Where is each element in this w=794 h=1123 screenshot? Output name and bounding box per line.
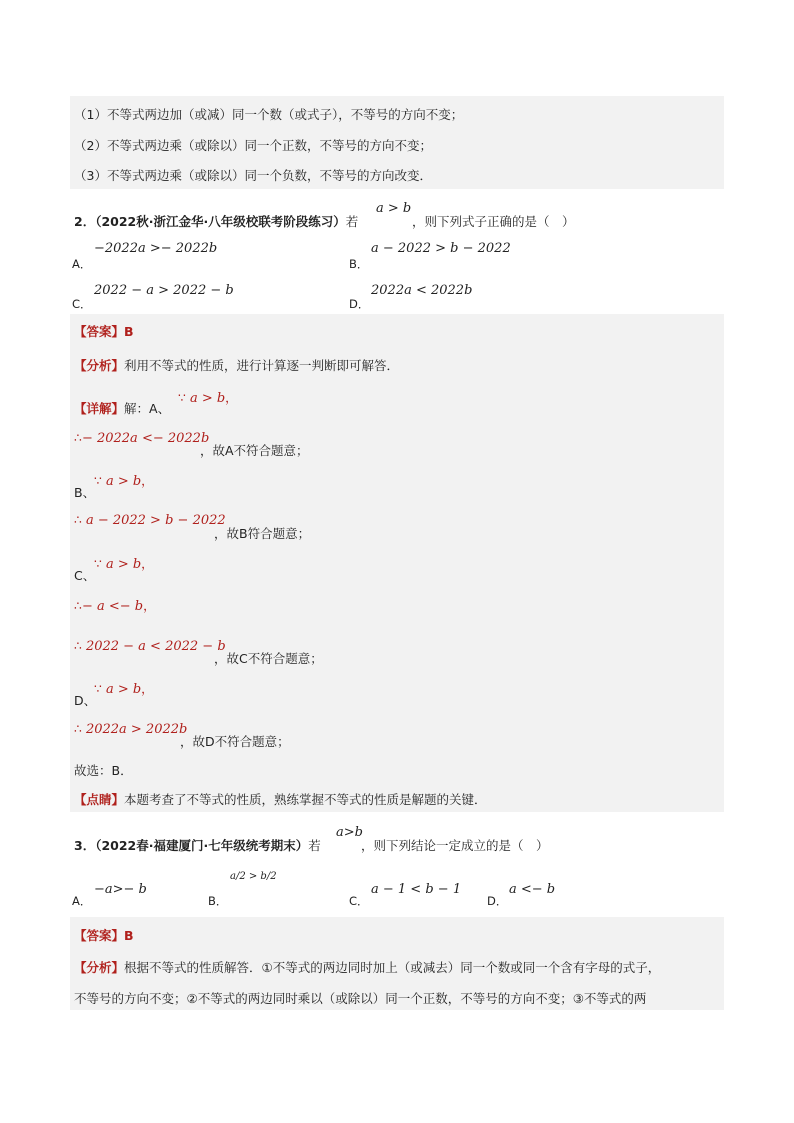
q2-step-a: − 2022a <− 2022b <box>81 431 210 446</box>
because-symbol: ∵ <box>94 556 102 571</box>
q3-option-c-letter: C． <box>349 894 369 908</box>
q2-comment-tag: 【点睛】 <box>74 792 125 807</box>
q2-comment-line <box>74 790 487 808</box>
comma: ， <box>141 556 154 571</box>
q3-answer-line <box>74 926 134 944</box>
q2-detail-start: 解：A、 <box>124 401 171 416</box>
comma: ， <box>225 390 238 405</box>
q3-analysis-1: 根据不等式的性质解答．①不等式的两边同时加上（或减去）同一个数或同一个含有字母的式子， <box>124 960 661 975</box>
q2-number: 2． <box>74 214 96 229</box>
q2-detail-tag: 【详解】 <box>74 401 125 416</box>
q2-label-b: B、 <box>74 485 96 500</box>
rule-1: （1）不等式两边加（或减）同一个数（或式子），不等号的方向不变； <box>74 107 464 122</box>
q3-stem <box>74 836 321 854</box>
q2-label-c: C、 <box>74 568 96 583</box>
q2-option-d-expr: 2022a < 2022b <box>371 283 473 298</box>
q2-d-therefore <box>74 721 187 737</box>
q3-cond: a>b <box>336 825 363 840</box>
q3-analysis-line-2: 不等号的方向不变；②不等式的两边同时乘以（或除以）同一个正数，不等号的方向不变；③不等式的两 <box>74 991 647 1006</box>
q2-answer-line <box>74 322 134 340</box>
q3-source: （2022春·福建厦门·七年级统考期末） <box>95 838 309 853</box>
q2-step-c1: − a <− b <box>81 599 144 614</box>
q2-step-c2: 2022 − a < 2022 − b <box>85 639 226 654</box>
q2-b-therefore <box>74 512 226 528</box>
comma: ， <box>141 681 154 696</box>
q2-b-because <box>94 471 154 489</box>
q2-option-c-letter: C． <box>72 297 92 311</box>
comma: ， <box>141 473 154 488</box>
q3-post: ，则下列结论一定成立的是（ ） <box>361 838 549 853</box>
q2-d-cond: a > b <box>105 682 142 697</box>
q2-analysis: 利用不等式的性质，进行计算逐一判断即可解答． <box>124 358 400 373</box>
because-symbol: ∵ <box>94 681 102 696</box>
q2-step-b: a − 2022 > b − 2022 <box>85 513 226 528</box>
q2-a-because <box>178 388 238 406</box>
q2-solution-box <box>70 314 724 812</box>
q2-answer: B <box>124 324 134 339</box>
q2-b-cond: a > b <box>105 474 142 489</box>
q2-comment: 本题考查了不等式的性质，熟练掌握不等式的性质是解题的关键． <box>124 792 487 807</box>
q2-a-cond: a > b <box>189 391 226 406</box>
q3-option-d-expr: a <− b <box>509 882 556 897</box>
therefore-symbol: ∴ <box>74 430 82 445</box>
q2-step-d-tail: ，故D不符合题意； <box>180 734 290 749</box>
q2-analysis-line <box>74 356 399 374</box>
q2-stem <box>74 212 358 230</box>
q2-option-c-expr: 2022 − a > 2022 − b <box>94 283 234 298</box>
therefore-symbol: ∴ <box>74 512 82 527</box>
rule-2: （2）不等式两边乘（或除以）同一个正数，不等号的方向不变； <box>74 138 432 153</box>
therefore-symbol: ∴ <box>74 598 82 613</box>
q3-option-c-expr: a − 1 < b − 1 <box>371 882 462 897</box>
q2-c-because <box>94 554 154 572</box>
q2-option-a-letter: A． <box>72 257 92 271</box>
because-symbol: ∵ <box>178 390 186 405</box>
therefore-symbol: ∴ <box>74 721 82 736</box>
q2-c-therefore-1 <box>74 596 156 614</box>
q3-option-a-letter: A． <box>72 894 92 908</box>
q2-answer-tag: 【答案】 <box>74 324 125 339</box>
q2-a-therefore <box>74 430 209 446</box>
q3-number: 3． <box>74 838 96 853</box>
q3-option-d-letter: D． <box>487 894 508 908</box>
because-symbol: ∵ <box>94 473 102 488</box>
q2-analysis-tag: 【分析】 <box>74 358 125 373</box>
q2-step-c2-tail: ，故C不符合题意； <box>214 651 323 666</box>
q3-pre: 若 <box>308 838 321 853</box>
q3-option-a-expr: −a>− b <box>94 882 147 897</box>
q2-step-d: 2022a > 2022b <box>85 722 188 737</box>
q2-step-c1-tail: ， <box>143 598 156 613</box>
q3-option-b-fraction: a/2 > b/2 <box>230 871 277 882</box>
q2-d-because <box>94 679 154 697</box>
q2-c-cond: a > b <box>105 557 142 572</box>
q2-label-d: D、 <box>74 693 97 708</box>
q2-pre: 若 <box>345 214 359 229</box>
q3-answer-tag: 【答案】 <box>74 928 125 943</box>
therefore-symbol: ∴ <box>74 638 82 653</box>
q2-choice: 故选：B． <box>74 763 133 778</box>
q3-option-b-letter: B． <box>208 894 228 908</box>
q3-option-b-expr <box>230 872 277 882</box>
rule-3: （3）不等式两边乘（或除以）同一个负数，不等号的方向改变． <box>74 168 432 183</box>
q2-option-a-expr: −2022a >− 2022b <box>94 241 218 256</box>
q3-answer: B <box>124 928 134 943</box>
q2-cond: a > b <box>376 201 412 216</box>
q2-c-therefore-2 <box>74 638 226 654</box>
q2-option-b-expr: a − 2022 > b − 2022 <box>371 241 511 256</box>
q2-option-d-letter: D． <box>349 297 370 311</box>
q2-source: （2022秋·浙江金华·八年级校联考阶段练习） <box>95 214 346 229</box>
q3-analysis-line-1 <box>74 958 660 976</box>
q2-detail-line <box>74 399 170 417</box>
q3-analysis-tag: 【分析】 <box>74 960 125 975</box>
q2-option-b-letter: B． <box>349 257 369 271</box>
q2-step-a-tail: ，故A不符合题意； <box>200 443 309 458</box>
q2-step-b-tail: ，故B符合题意； <box>214 526 311 541</box>
q2-post: ，则下列式子正确的是（ ） <box>412 214 575 229</box>
